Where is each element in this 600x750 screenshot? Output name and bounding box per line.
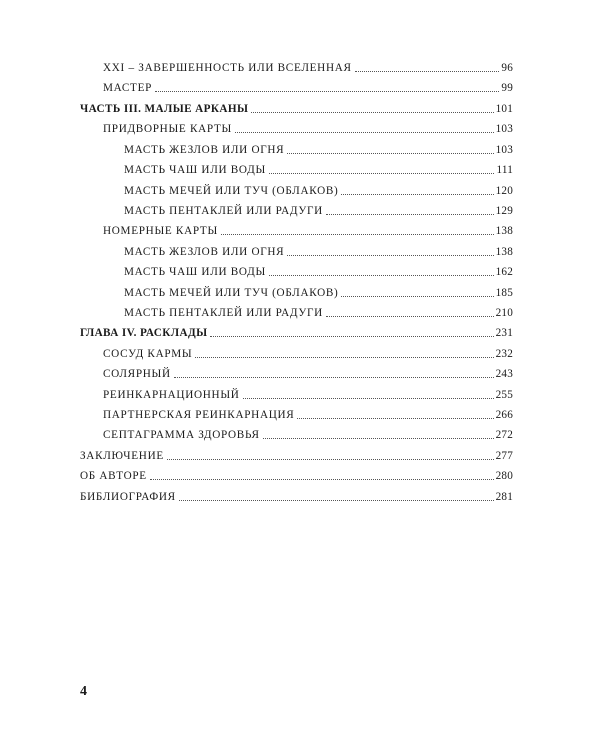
toc-entry-page: 101: [495, 102, 513, 115]
toc-entry[interactable]: [103, 117, 513, 135]
dot-leader: [263, 438, 494, 439]
dot-leader: [155, 91, 499, 92]
dot-leader: [341, 194, 493, 195]
toc-entry[interactable]: [103, 342, 513, 360]
toc-entry-title: XXI – ЗАВЕРШЕННОСТЬ ИЛИ ВСЕЛЕННАЯ: [103, 61, 352, 74]
toc-entry[interactable]: [80, 485, 513, 503]
toc-entry-title: МАСТЬ ЖЕЗЛОВ ИЛИ ОГНЯ: [124, 143, 285, 156]
toc-entry-title: МАСТЬ МЕЧЕЙ ИЛИ ТУЧ (ОБЛАКОВ): [124, 286, 339, 299]
toc-entry-page: 111: [496, 163, 513, 176]
toc-entry-page: 103: [495, 143, 513, 156]
toc-entry-page: 280: [495, 469, 513, 482]
toc-entry-title: МАСТЬ ПЕНТАКЛЕЙ ИЛИ РАДУГИ: [124, 306, 323, 319]
dot-leader: [179, 500, 494, 501]
toc-entry-page: 138: [495, 245, 513, 258]
dot-leader: [150, 479, 494, 480]
dot-leader: [287, 153, 493, 154]
toc-entry[interactable]: [103, 219, 513, 237]
toc-entry-page: 272: [495, 428, 513, 441]
toc-entry-page: 232: [495, 347, 513, 360]
toc-entry-title: РЕИНКАРНАЦИОННЫЙ: [103, 388, 240, 401]
toc-entry[interactable]: [80, 444, 513, 462]
toc-entry-title: МАСТЬ МЕЧЕЙ ИЛИ ТУЧ (ОБЛАКОВ): [124, 184, 339, 197]
dot-leader: [243, 398, 494, 399]
dot-leader: [195, 357, 493, 358]
dot-leader: [174, 377, 494, 378]
toc-entry-title: СОСУД КАРМЫ: [103, 347, 193, 360]
toc-entry-title: ЧАСТЬ III. МАЛЫЕ АРКАНЫ: [80, 102, 249, 115]
dot-leader: [251, 112, 493, 113]
toc-entry-title: ПАРТНЕРСКАЯ РЕИНКАРНАЦИЯ: [103, 408, 295, 421]
toc-entry[interactable]: [103, 76, 513, 94]
toc-entry-page: 255: [495, 388, 513, 401]
toc-entry-page: 99: [501, 81, 513, 94]
toc-entry-page: 281: [495, 490, 513, 503]
dot-leader: [326, 316, 494, 317]
dot-leader: [326, 214, 494, 215]
toc-entry[interactable]: [80, 464, 513, 482]
toc-entry-title: ЗАКЛЮЧЕНИЕ: [80, 449, 164, 462]
dot-leader: [167, 459, 494, 460]
toc-entry[interactable]: [124, 138, 513, 156]
page-number: 4: [80, 684, 87, 699]
toc-entry[interactable]: [124, 158, 513, 176]
toc-entry[interactable]: [124, 179, 513, 197]
toc-entry-page: 129: [495, 204, 513, 217]
dot-leader: [341, 296, 493, 297]
dot-leader: [355, 71, 500, 72]
toc-entry-page: 231: [495, 326, 513, 339]
toc-entry[interactable]: [124, 301, 513, 319]
toc-entry-page: 277: [495, 449, 513, 462]
toc-entry-part[interactable]: [80, 97, 513, 115]
toc-entry-title: МАСТЬ ЧАШ ИЛИ ВОДЫ: [124, 265, 266, 278]
toc-entry-title: ГЛАВА IV. РАСКЛАДЫ: [80, 326, 208, 339]
toc-entry[interactable]: [103, 362, 513, 380]
toc-entry-title: СЕПТАГРАММА ЗДОРОВЬЯ: [103, 428, 260, 441]
dot-leader: [235, 132, 494, 133]
toc-entry[interactable]: [103, 383, 513, 401]
dot-leader: [210, 336, 493, 337]
toc-entry[interactable]: [103, 403, 513, 421]
toc-entry-page: 162: [495, 265, 513, 278]
toc-entry-page: 266: [495, 408, 513, 421]
toc-entry-page: 103: [495, 122, 513, 135]
dot-leader: [287, 255, 493, 256]
toc-entry[interactable]: [124, 281, 513, 299]
toc-entry-title: СОЛЯРНЫЙ: [103, 367, 171, 380]
toc-entry[interactable]: [124, 260, 513, 278]
toc-entry-title: БИБЛИОГРАФИЯ: [80, 490, 176, 503]
toc-entry-title: МАСТЬ ПЕНТАКЛЕЙ ИЛИ РАДУГИ: [124, 204, 323, 217]
toc-entry-chapter[interactable]: [80, 321, 513, 339]
dot-leader: [269, 275, 494, 276]
toc-entry-page: 185: [495, 286, 513, 299]
toc-entry[interactable]: [124, 240, 513, 258]
dot-leader: [269, 173, 495, 174]
toc-entry-title: МАСТЬ ЖЕЗЛОВ ИЛИ ОГНЯ: [124, 245, 285, 258]
toc-entry-page: 96: [501, 61, 513, 74]
toc-entry[interactable]: [103, 423, 513, 441]
toc-entry[interactable]: [124, 199, 513, 217]
toc-entry-page: 210: [495, 306, 513, 319]
toc-entry-title: ОБ АВТОРЕ: [80, 469, 147, 482]
toc-entry-title: МАСТЬ ЧАШ ИЛИ ВОДЫ: [124, 163, 266, 176]
dot-leader: [297, 418, 493, 419]
toc-entry-page: 138: [495, 224, 513, 237]
toc-entry-title: НОМЕРНЫЕ КАРТЫ: [103, 224, 218, 237]
toc-entry-title: МАСТЕР: [103, 81, 153, 94]
dot-leader: [221, 234, 494, 235]
toc-entry-page: 120: [495, 184, 513, 197]
toc-entry-page: 243: [495, 367, 513, 380]
toc-entry[interactable]: [103, 56, 513, 74]
toc-entry-title: ПРИДВОРНЫЕ КАРТЫ: [103, 122, 232, 135]
